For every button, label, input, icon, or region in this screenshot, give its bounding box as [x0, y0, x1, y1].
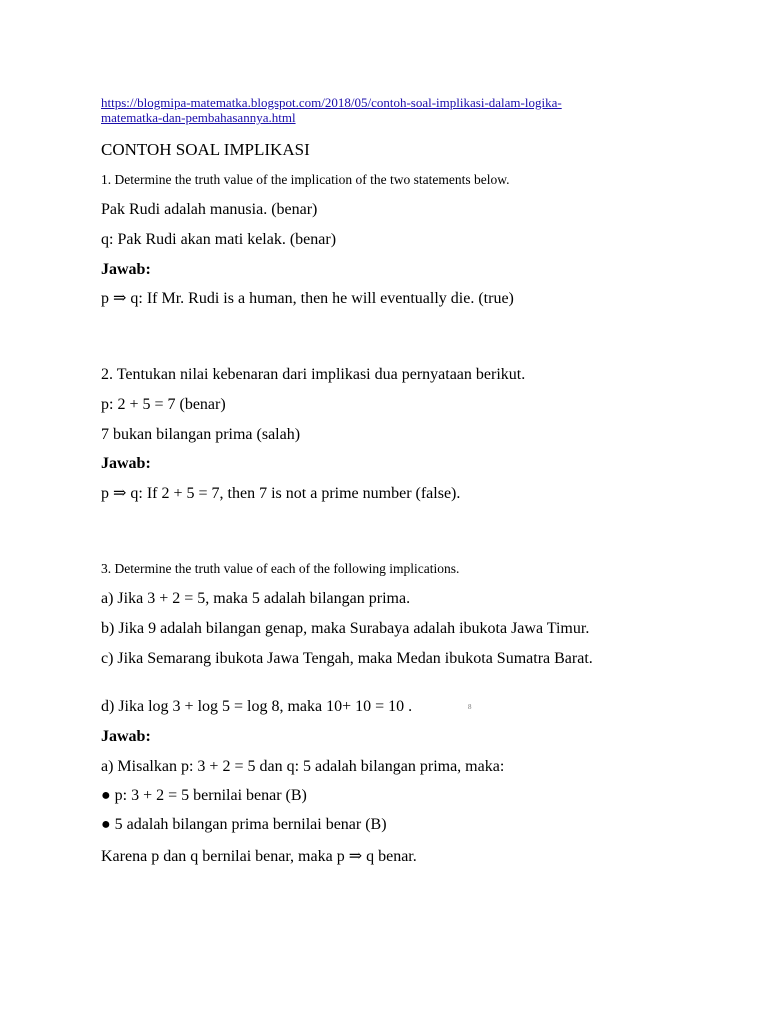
question-3-answer-a: a) Misalkan p: 3 + 2 = 5 dan q: 5 adalah bilangan prima, maka: — [101, 758, 505, 775]
question-3-prompt: 3. Determine the truth value of each of the following implications. — [101, 561, 460, 576]
source-link-line-2[interactable]: matematka-dan-pembahasannya.html — [101, 110, 296, 125]
page-title: CONTOH SOAL IMPLIKASI — [101, 140, 310, 159]
question-2-statement-q: 7 bukan bilangan prima (salah) — [101, 426, 301, 443]
question-1-statement-p: Pak Rudi adalah manusia. (benar) — [101, 201, 318, 218]
question-3-item-b: b) Jika 9 adalah bilangan genap, maka Surabaya adalah ibukota Jawa Timur. — [101, 620, 590, 637]
question-3-item-d: d) Jika log 3 + log 5 = log 8, maka 10+ 10 = 10 . — [101, 698, 413, 715]
question-1-prompt: 1. Determine the truth value of the implication of the two statements below. — [101, 172, 510, 187]
question-1-answer-label: Jawab: — [101, 261, 151, 278]
question-2-statement-p: p: 2 + 5 = 7 (benar) — [101, 396, 226, 413]
question-3-item-c: c) Jika Semarang ibukota Jawa Tengah, maka Medan ibukota Sumatra Barat. — [101, 650, 593, 667]
question-2-answer: p ⇒ q: If 2 + 5 = 7, then 7 is not a prime number (false). — [101, 485, 461, 502]
question-3-conclusion: Karena p dan q bernilai benar, maka p ⇒ q benar. — [101, 848, 417, 865]
question-3-bullet-1: ● p: 3 + 2 = 5 bernilai benar (B) — [101, 787, 307, 804]
source-link-line-1[interactable]: https://blogmipa-matematka.blogspot.com/2018/05/contoh-soal-implikasi-dalam-logika- — [101, 95, 562, 110]
question-1-statement-q: q: Pak Rudi akan mati kelak. (benar) — [101, 231, 337, 248]
margin-mark: 8 — [468, 703, 472, 711]
source-link[interactable] — [101, 95, 631, 125]
question-3-item-a: a) Jika 3 + 2 = 5, maka 5 adalah bilangan prima. — [101, 590, 411, 607]
question-2-prompt: 2. Tentukan nilai kebenaran dari implikasi dua pernyataan berikut. — [101, 366, 526, 383]
question-2-answer-label: Jawab: — [101, 455, 151, 472]
question-1-answer: p ⇒ q: If Mr. Rudi is a human, then he will eventually die. (true) — [101, 290, 514, 307]
question-3-bullet-2: ● 5 adalah bilangan prima bernilai benar (B) — [101, 816, 387, 833]
question-3-answer-label: Jawab: — [101, 728, 151, 745]
